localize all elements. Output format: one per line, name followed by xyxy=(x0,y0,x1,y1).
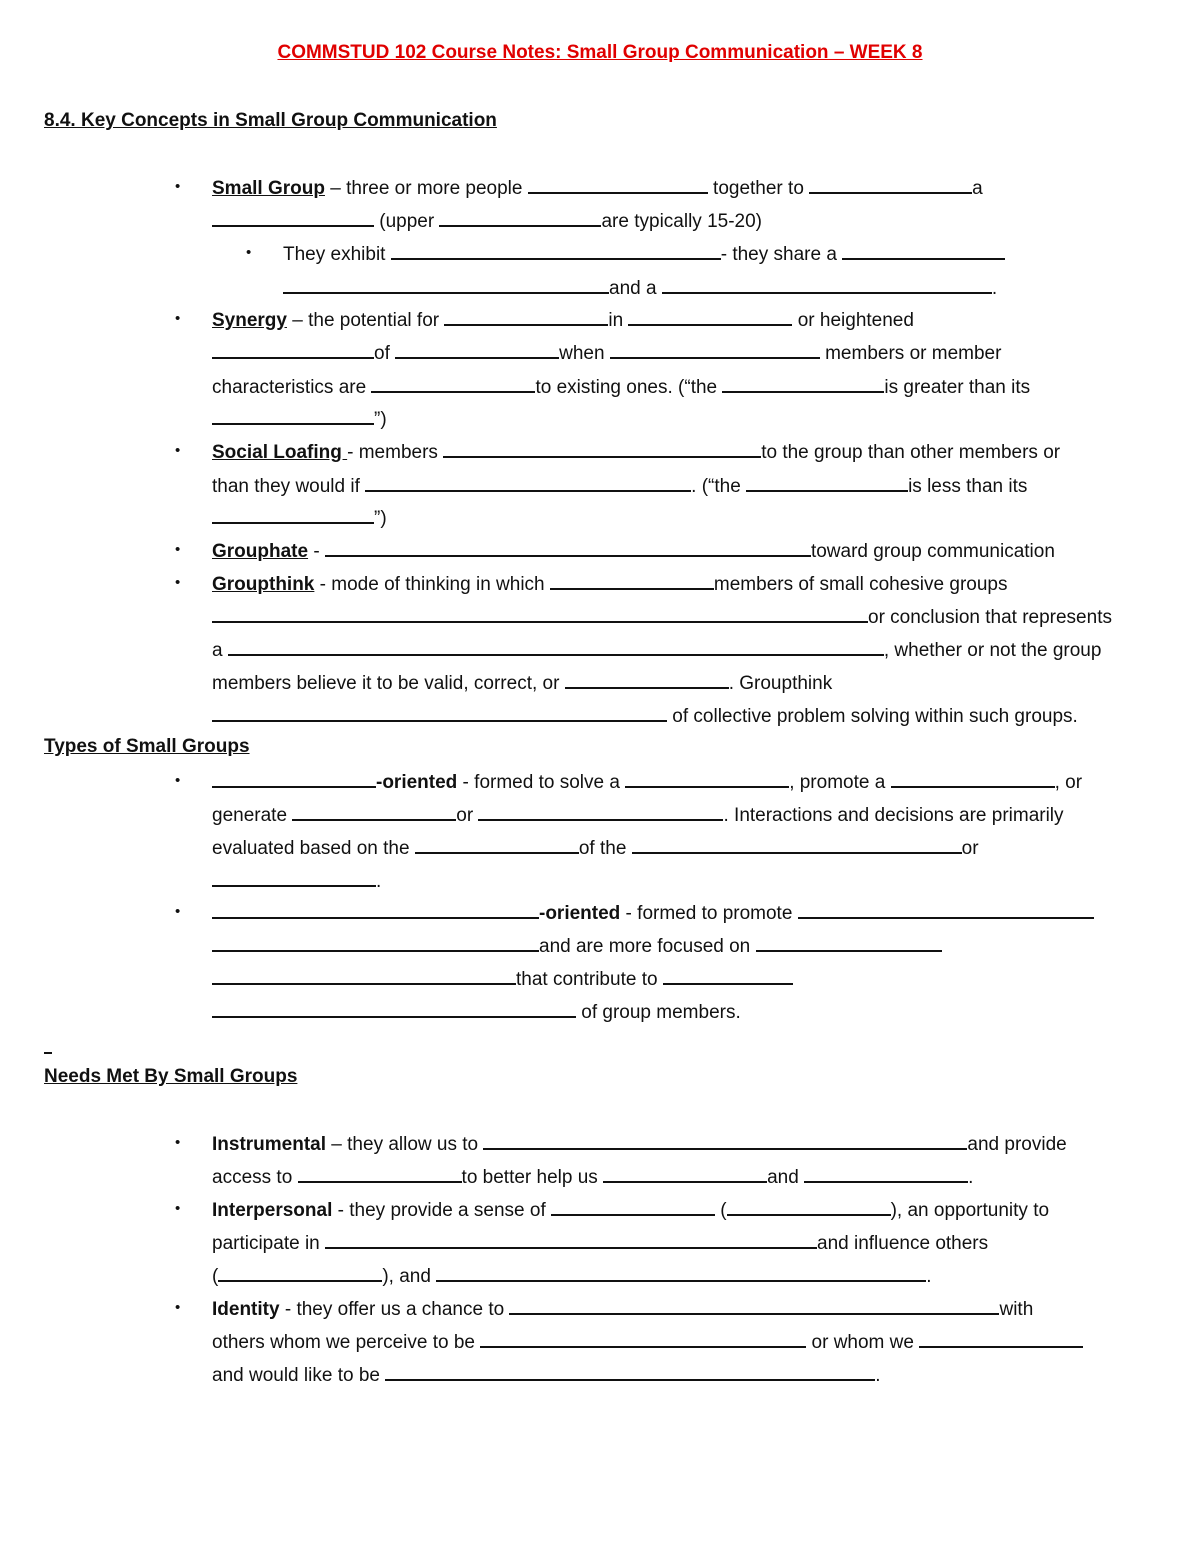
needs-heading: Needs Met By Small Groups xyxy=(44,1066,298,1087)
bullet: • xyxy=(175,1134,181,1151)
blank-field[interactable] xyxy=(662,275,992,294)
blank-field[interactable] xyxy=(325,538,811,557)
blank-field[interactable] xyxy=(756,933,942,952)
blank-field[interactable] xyxy=(632,835,962,854)
text: - formed to solve a xyxy=(457,772,626,793)
blank-field[interactable] xyxy=(550,571,714,590)
task-oriented-line-2 xyxy=(212,802,1064,828)
types-heading: Types of Small Groups xyxy=(44,736,250,757)
text: of group members. xyxy=(576,1002,741,1023)
term-grouphate: Grouphate xyxy=(212,541,309,562)
sub-bullet: • xyxy=(246,244,252,261)
text: and would like to be xyxy=(212,1365,386,1386)
text: generate xyxy=(212,805,293,826)
small-group-line-2 xyxy=(212,208,762,234)
text: and xyxy=(767,1167,805,1188)
text: - xyxy=(308,541,325,562)
text: is greater than its xyxy=(884,377,1031,398)
small-group-sub-line-2 xyxy=(283,275,997,301)
bullet: • xyxy=(175,310,181,327)
text: , promote a xyxy=(789,772,891,793)
blank-field[interactable] xyxy=(212,703,667,722)
instrumental-line-1 xyxy=(212,1131,1067,1157)
bullet: • xyxy=(175,1200,181,1217)
blank-field[interactable] xyxy=(603,1164,767,1183)
blank-field[interactable] xyxy=(212,900,539,919)
text: (upper xyxy=(374,211,440,232)
text: - they offer us a chance to xyxy=(279,1299,510,1320)
text: ), and xyxy=(382,1266,437,1287)
bullet: • xyxy=(175,541,181,558)
page-title: COMMSTUD 102 Course Notes: Small Group Communication – WEEK 8 xyxy=(277,42,923,63)
blank-field[interactable] xyxy=(436,1263,926,1282)
groupthink-line-4 xyxy=(212,670,832,696)
term-identity: Identity xyxy=(212,1299,280,1320)
blank-field[interactable] xyxy=(212,933,539,952)
instrumental-line-2 xyxy=(212,1164,973,1190)
text: a xyxy=(212,640,228,661)
bullet: • xyxy=(175,1299,181,1316)
task-oriented-line-1 xyxy=(212,769,1082,795)
blank-field[interactable] xyxy=(212,406,374,425)
text: characteristics are xyxy=(212,377,372,398)
synergy-line-2 xyxy=(212,340,1001,366)
text: - members xyxy=(347,442,444,463)
term-instrumental: Instrumental xyxy=(212,1134,327,1155)
text: and influence others xyxy=(817,1233,989,1254)
blank-field[interactable] xyxy=(212,208,374,227)
text: with xyxy=(999,1299,1034,1320)
text: - formed to promote xyxy=(620,903,798,924)
text: to better help us xyxy=(461,1167,604,1188)
term-social-loafing: Social Loafing xyxy=(212,442,348,463)
groupthink-line-3 xyxy=(212,637,1101,663)
text: ( xyxy=(212,1266,219,1287)
text: or xyxy=(961,838,979,859)
term-relational-oriented: -oriented xyxy=(539,903,621,924)
text: members of small cohesive groups xyxy=(713,574,1008,595)
small-group-sub-line-1 xyxy=(283,241,1005,267)
text: or heightened xyxy=(792,310,914,331)
text: – they allow us to xyxy=(326,1134,484,1155)
blank-field[interactable] xyxy=(218,1263,382,1282)
task-oriented-line-3 xyxy=(212,835,979,861)
text: – three or more people xyxy=(324,178,528,199)
text: and are more focused on xyxy=(539,936,756,957)
text: . xyxy=(968,1167,974,1188)
blank-field[interactable] xyxy=(283,275,609,294)
blank-field[interactable] xyxy=(663,966,793,985)
bullet: • xyxy=(175,442,181,459)
stray-mark xyxy=(44,1052,52,1054)
text: and a xyxy=(609,278,662,299)
bullet: • xyxy=(175,178,181,195)
synergy-line-4 xyxy=(212,406,387,432)
text: toward group communication xyxy=(810,541,1055,562)
blank-field[interactable] xyxy=(444,307,608,326)
small-group-line-1 xyxy=(212,175,983,201)
blank-field[interactable] xyxy=(212,966,516,985)
interpersonal-line-3 xyxy=(212,1263,931,1289)
blank-field[interactable] xyxy=(212,769,376,788)
text: . Groupthink xyxy=(728,673,833,694)
bullet: • xyxy=(175,903,181,920)
identity-line-1 xyxy=(212,1296,1033,1322)
text: or conclusion that represents xyxy=(868,607,1112,628)
blank-field[interactable] xyxy=(292,802,456,821)
blank-field[interactable] xyxy=(298,1164,462,1183)
text: others whom we perceive to be xyxy=(212,1332,481,1353)
blank-field[interactable] xyxy=(371,374,535,393)
text: . xyxy=(376,871,382,892)
term-task-oriented: -oriented xyxy=(376,772,458,793)
text: , or xyxy=(1054,772,1083,793)
bullet: • xyxy=(175,574,181,591)
text: - mode of thinking in which xyxy=(314,574,550,595)
relational-oriented-line-2 xyxy=(212,933,942,959)
blank-field[interactable] xyxy=(551,1197,715,1216)
text: of xyxy=(374,343,396,364)
text: evaluated based on the xyxy=(212,838,415,859)
text: or xyxy=(456,805,479,826)
text: of the xyxy=(578,838,632,859)
blank-field[interactable] xyxy=(325,1230,817,1249)
blank-field[interactable] xyxy=(809,175,972,194)
blank-field[interactable] xyxy=(483,1131,967,1150)
blank-field[interactable] xyxy=(480,1329,806,1348)
blank-field[interactable] xyxy=(727,1197,891,1216)
blank-field[interactable] xyxy=(746,473,908,492)
text: participate in xyxy=(212,1233,326,1254)
text: than they would if xyxy=(212,476,366,497)
identity-line-2 xyxy=(212,1329,1083,1355)
identity-line-3 xyxy=(212,1362,881,1388)
blank-field[interactable] xyxy=(212,340,374,359)
blank-field[interactable] xyxy=(628,307,792,326)
text: to existing ones. (“the xyxy=(535,377,723,398)
text: - they share a xyxy=(720,244,843,265)
text: in xyxy=(608,310,629,331)
interpersonal-line-1 xyxy=(212,1197,1049,1223)
blank-field[interactable] xyxy=(391,241,721,260)
blank-field[interactable] xyxy=(891,769,1055,788)
social-loafing-line-2 xyxy=(212,473,1027,499)
synergy-line-1 xyxy=(212,307,914,333)
key-concepts-heading: 8.4. Key Concepts in Small Group Communication xyxy=(44,110,497,131)
social-loafing-line-3 xyxy=(212,505,387,531)
relational-oriented-line-1 xyxy=(212,900,1094,926)
text: – the potential for xyxy=(286,310,445,331)
blank-field[interactable] xyxy=(228,637,884,656)
term-groupthink: Groupthink xyxy=(212,574,315,595)
bullet: • xyxy=(175,772,181,789)
blank-field[interactable] xyxy=(804,1164,968,1183)
blank-field[interactable] xyxy=(478,802,723,821)
synergy-line-3 xyxy=(212,374,1030,400)
blank-field[interactable] xyxy=(385,1362,875,1381)
blank-field[interactable] xyxy=(722,374,884,393)
blank-field[interactable] xyxy=(509,1296,999,1315)
text: of collective problem solving within such groups. xyxy=(667,706,1078,727)
blank-field[interactable] xyxy=(798,900,1094,919)
text: when xyxy=(559,343,610,364)
relational-oriented-line-3 xyxy=(212,966,793,992)
blank-field[interactable] xyxy=(415,835,579,854)
text: ”) xyxy=(374,409,387,430)
blank-field[interactable] xyxy=(212,505,374,524)
text: . Interactions and decisions are primarily xyxy=(723,805,1064,826)
text: ”) xyxy=(374,508,387,529)
text: or whom we xyxy=(806,1332,920,1353)
groupthink-line-5 xyxy=(212,703,1078,729)
text: - they provide a sense of xyxy=(332,1200,551,1221)
grouphate-line xyxy=(212,538,1055,564)
text: . (“the xyxy=(691,476,747,497)
blank-field[interactable] xyxy=(528,175,708,194)
term-synergy: Synergy xyxy=(212,310,287,331)
text: . xyxy=(991,278,998,299)
blank-field[interactable] xyxy=(395,340,559,359)
relational-oriented-line-4 xyxy=(212,999,741,1025)
interpersonal-line-2 xyxy=(212,1230,988,1256)
text: that contribute to xyxy=(516,969,663,990)
social-loafing-line-1 xyxy=(212,439,1060,465)
blank-field[interactable] xyxy=(212,604,868,623)
blank-field[interactable] xyxy=(919,1329,1083,1348)
text: members believe it to be valid, correct, or xyxy=(212,673,565,694)
blank-field[interactable] xyxy=(439,208,601,227)
text: members or member xyxy=(819,343,1002,364)
text: . xyxy=(926,1266,932,1287)
text: are typically 15-20) xyxy=(601,211,763,232)
text: is less than its xyxy=(908,476,1028,497)
text: They exhibit xyxy=(283,244,391,265)
task-oriented-line-4 xyxy=(212,868,381,894)
text: . xyxy=(875,1365,881,1386)
blank-field[interactable] xyxy=(842,241,1005,260)
text: , whether or not the group xyxy=(883,640,1102,661)
text: ), an opportunity to xyxy=(890,1200,1050,1221)
text: ( xyxy=(715,1200,727,1221)
blank-field[interactable] xyxy=(212,999,576,1018)
text: and provide xyxy=(967,1134,1067,1155)
term-small-group: Small Group xyxy=(212,178,325,199)
text: a xyxy=(972,178,983,199)
groupthink-line-1 xyxy=(212,571,1007,597)
blank-field[interactable] xyxy=(212,868,376,887)
blank-field[interactable] xyxy=(443,439,761,458)
term-interpersonal: Interpersonal xyxy=(212,1200,333,1221)
text: access to xyxy=(212,1167,298,1188)
blank-field[interactable] xyxy=(565,670,729,689)
blank-field[interactable] xyxy=(610,340,820,359)
blank-field[interactable] xyxy=(365,473,691,492)
text: to the group than other members or xyxy=(761,442,1061,463)
blank-field[interactable] xyxy=(625,769,789,788)
groupthink-line-2 xyxy=(212,604,1112,630)
text: together to xyxy=(707,178,810,199)
